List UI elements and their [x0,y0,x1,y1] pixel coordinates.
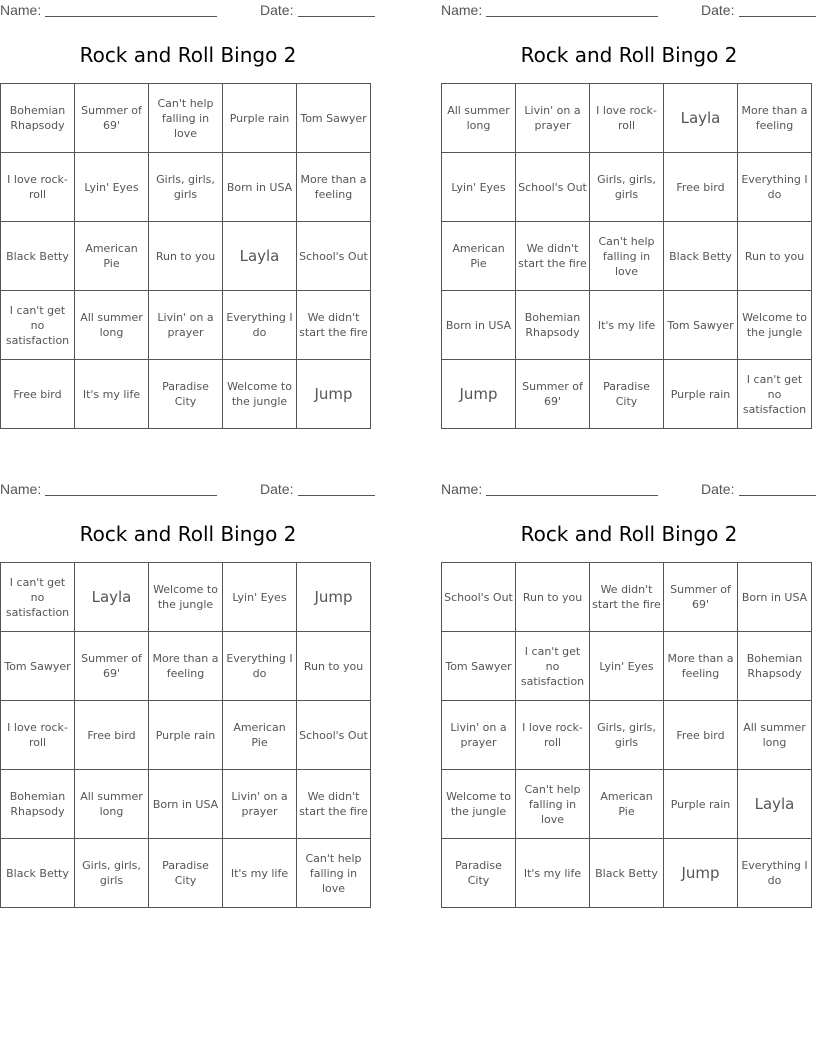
card-title: Rock and Roll Bingo 2 [79,522,297,546]
grid-row [1,563,371,632]
grid-row [442,563,812,632]
bingo-cell: We didn't start the fire [590,563,664,632]
bingo-cell: School's Out [297,222,371,291]
bingo-cell: American Pie [590,770,664,839]
grid-row [442,84,812,153]
bingo-cell: Bohemian Rhapsody [516,291,590,360]
bingo-cell: Everything I do [223,291,297,360]
bingo-cell: More than a feeling [738,84,812,153]
bingo-cell: We didn't start the fire [297,770,371,839]
bingo-cell: Purple rain [149,701,223,770]
bingo-cell: More than a feeling [664,632,738,701]
bingo-cell: Welcome to the jungle [149,563,223,632]
bingo-cell: Purple rain [223,84,297,153]
grid-row [1,222,371,291]
bingo-cell: Layla [75,563,149,632]
grid-row [1,701,371,770]
date-line[interactable] [298,16,375,17]
bingo-cell: We didn't start the fire [516,222,590,291]
bingo-cell: Black Betty [1,222,75,291]
bingo-cell: Lyin' Eyes [223,563,297,632]
bingo-cell: Born in USA [738,563,812,632]
bingo-cell: Girls, girls, girls [590,701,664,770]
name-date-row [441,2,816,20]
bingo-cell: Livin' on a prayer [223,770,297,839]
bingo-cell: I love rock-roll [590,84,664,153]
bingo-cell: Jump [297,563,371,632]
name-date-row [441,481,816,499]
grid-row [1,839,371,908]
name-label: Name: [441,481,483,497]
bingo-cell: Run to you [149,222,223,291]
bingo-cell: School's Out [442,563,516,632]
bingo-cell: Summer of 69' [664,563,738,632]
name-label: Name: [0,2,42,18]
bingo-cell: Bohemian Rhapsody [738,632,812,701]
bingo-cell: I love rock-roll [1,153,75,222]
bingo-cell: Welcome to the jungle [223,360,297,429]
bingo-cell: Free bird [664,701,738,770]
bingo-cell: Welcome to the jungle [738,291,812,360]
bingo-cell: Purple rain [664,360,738,429]
bingo-cell: All summer long [75,291,149,360]
bingo-cell: Black Betty [590,839,664,908]
bingo-cell: Run to you [738,222,812,291]
bingo-cell: Girls, girls, girls [590,153,664,222]
bingo-cell: It's my life [590,291,664,360]
bingo-cell: Purple rain [664,770,738,839]
name-line[interactable] [486,16,658,17]
bingo-cell: Bohemian Rhapsody [1,84,75,153]
card-title: Rock and Roll Bingo 2 [520,43,738,67]
name-label: Name: [441,2,483,18]
bingo-cell: Everything I do [738,839,812,908]
bingo-cell: Free bird [1,360,75,429]
name-line[interactable] [45,16,217,17]
grid-row [442,222,812,291]
bingo-cell: Livin' on a prayer [149,291,223,360]
card-title: Rock and Roll Bingo 2 [520,522,738,546]
bingo-cell: Paradise City [149,360,223,429]
bingo-cell: Born in USA [442,291,516,360]
bingo-cell: I love rock-roll [516,701,590,770]
bingo-cell: Born in USA [223,153,297,222]
date-line[interactable] [739,495,816,496]
bingo-cell: It's my life [223,839,297,908]
bingo-cell: Black Betty [664,222,738,291]
bingo-cell: Can't help falling in love [149,84,223,153]
grid-row [1,632,371,701]
bingo-cell: American Pie [75,222,149,291]
bingo-cell: Paradise City [442,839,516,908]
bingo-cell: Summer of 69' [75,632,149,701]
bingo-cell: Lyin' Eyes [442,153,516,222]
bingo-cell: Layla [738,770,812,839]
bingo-cell: Layla [223,222,297,291]
bingo-cell: Everything I do [738,153,812,222]
bingo-cell: Born in USA [149,770,223,839]
card-title: Rock and Roll Bingo 2 [79,43,297,67]
bingo-cell: I can't get no satisfaction [516,632,590,701]
bingo-cell: American Pie [223,701,297,770]
grid-row [442,701,812,770]
name-line[interactable] [486,495,658,496]
bingo-cell: Lyin' Eyes [75,153,149,222]
bingo-cell: More than a feeling [297,153,371,222]
bingo-cell: School's Out [516,153,590,222]
bingo-cell: More than a feeling [149,632,223,701]
bingo-cell: Can't help falling in love [297,839,371,908]
date-label: Date: [701,2,735,18]
bingo-cell: Jump [664,839,738,908]
bingo-cell: I can't get no satisfaction [1,291,75,360]
grid-row [442,291,812,360]
grid-row [1,84,371,153]
name-label: Name: [0,481,42,497]
bingo-cell: We didn't start the fire [297,291,371,360]
bingo-cell: Lyin' Eyes [590,632,664,701]
bingo-cell: Bohemian Rhapsody [1,770,75,839]
bingo-grid [441,562,812,908]
bingo-cell: Can't help falling in love [516,770,590,839]
bingo-cell: Jump [297,360,371,429]
name-date-row [0,481,376,499]
bingo-cell: Black Betty [1,839,75,908]
bingo-cell: American Pie [442,222,516,291]
bingo-cell: Jump [442,360,516,429]
bingo-cell: All summer long [442,84,516,153]
bingo-cell: Tom Sawyer [442,632,516,701]
bingo-cell: I love rock-roll [1,701,75,770]
bingo-cell: It's my life [516,839,590,908]
bingo-cell: Summer of 69' [516,360,590,429]
bingo-cell: Layla [664,84,738,153]
bingo-cell: Livin' on a prayer [516,84,590,153]
date-line[interactable] [739,16,816,17]
grid-row [442,770,812,839]
bingo-cell: Girls, girls, girls [75,839,149,908]
date-label: Date: [260,481,294,497]
grid-row [1,153,371,222]
bingo-cell: Paradise City [590,360,664,429]
bingo-cell: Welcome to the jungle [442,770,516,839]
bingo-cell: Livin' on a prayer [442,701,516,770]
bingo-cell: All summer long [738,701,812,770]
date-label: Date: [260,2,294,18]
bingo-cell: I can't get no satisfaction [1,563,75,632]
date-label: Date: [701,481,735,497]
name-date-row [0,2,376,20]
name-line[interactable] [45,495,217,496]
bingo-cell: Run to you [297,632,371,701]
grid-row [1,291,371,360]
bingo-cell: Tom Sawyer [664,291,738,360]
bingo-cell: Can't help falling in love [590,222,664,291]
bingo-cell: Tom Sawyer [297,84,371,153]
bingo-cell: Tom Sawyer [1,632,75,701]
bingo-cell: Run to you [516,563,590,632]
bingo-grid [0,562,371,908]
bingo-grid [441,83,812,429]
grid-row [1,360,371,429]
bingo-grid [0,83,371,429]
bingo-cell: Free bird [664,153,738,222]
grid-row [442,632,812,701]
grid-row [442,360,812,429]
bingo-cell: It's my life [75,360,149,429]
date-line[interactable] [298,495,375,496]
bingo-cell: Girls, girls, girls [149,153,223,222]
grid-row [1,770,371,839]
bingo-cell: Free bird [75,701,149,770]
grid-row [442,839,812,908]
bingo-cell: I can't get no satisfaction [738,360,812,429]
bingo-cell: Paradise City [149,839,223,908]
grid-row [442,153,812,222]
bingo-cell: Everything I do [223,632,297,701]
bingo-cell: All summer long [75,770,149,839]
bingo-cell: Summer of 69' [75,84,149,153]
bingo-cell: School's Out [297,701,371,770]
